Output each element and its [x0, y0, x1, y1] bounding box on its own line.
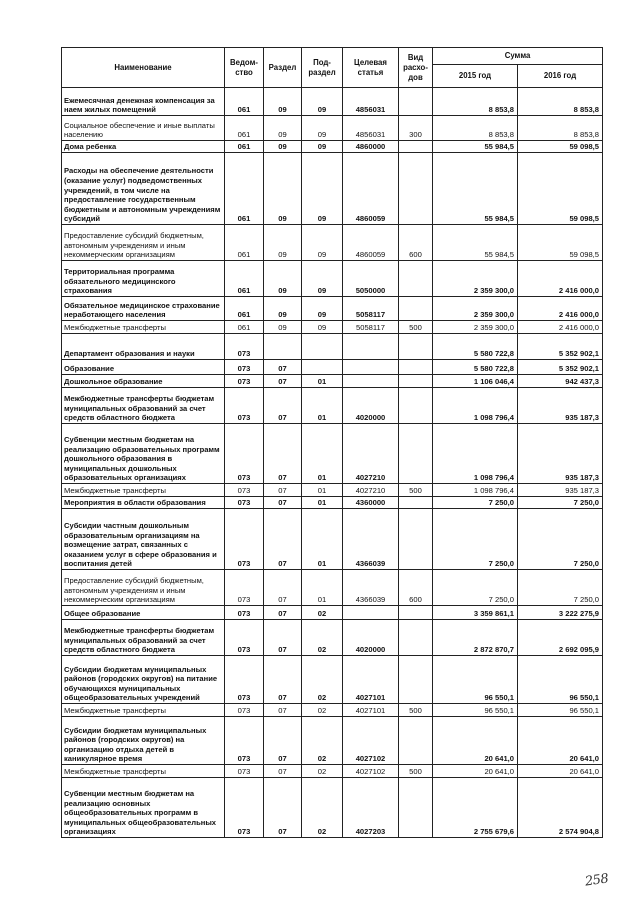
cell-podrazdel: 02 [302, 620, 343, 656]
cell-vid [399, 656, 433, 704]
cell-podrazdel: 02 [302, 656, 343, 704]
cell-sum-2015: 5 580 722,8 [433, 334, 518, 360]
cell-name: Социальное обеспечение и иные выплаты населению [62, 116, 225, 141]
cell-sum-2016: 3 222 275,9 [518, 606, 603, 620]
header-2015: 2015 год [433, 65, 518, 88]
cell-razdel: 07 [264, 484, 302, 497]
cell-name: Межбюджетные трансферты [62, 704, 225, 717]
cell-sum-2015: 2 872 870,7 [433, 620, 518, 656]
cell-name: Межбюджетные трансферты [62, 765, 225, 778]
cell-vedomstvo: 073 [225, 717, 264, 765]
cell-vedomstvo: 073 [225, 570, 264, 606]
header-podrazdel: Под-раздел [302, 48, 343, 88]
cell-vedomstvo: 061 [225, 297, 264, 321]
table-row [62, 778, 603, 838]
cell-name: Расходы на обеспечение деятельности (оказание услуг) подведомственных учреждений, в том числе на предоставление государственным бюджетным и автономным учреждениям субсидий [62, 153, 225, 225]
cell-target: 4020000 [343, 388, 399, 424]
cell-vid [399, 334, 433, 360]
cell-target: 4027210 [343, 484, 399, 497]
cell-target: 4856031 [343, 88, 399, 116]
cell-razdel: 07 [264, 570, 302, 606]
cell-sum-2015: 96 550,1 [433, 704, 518, 717]
cell-vid: 500 [399, 321, 433, 334]
cell-sum-2016: 96 550,1 [518, 656, 603, 704]
cell-sum-2016: 2 692 095,9 [518, 620, 603, 656]
cell-name: Предоставление субсидий бюджетным, автономным учреждениям и иным некоммерческим организациям [62, 570, 225, 606]
cell-sum-2015: 3 359 861,1 [433, 606, 518, 620]
cell-name: Межбюджетные трансферты [62, 321, 225, 334]
cell-target: 5058117 [343, 321, 399, 334]
cell-sum-2016: 96 550,1 [518, 704, 603, 717]
cell-razdel: 09 [264, 321, 302, 334]
cell-razdel: 09 [264, 116, 302, 141]
table-row [62, 360, 603, 375]
cell-vedomstvo: 061 [225, 116, 264, 141]
header-vid: Вид расхо-дов [399, 48, 433, 88]
cell-target: 4366039 [343, 570, 399, 606]
cell-sum-2016: 20 641,0 [518, 717, 603, 765]
cell-target: 4360000 [343, 497, 399, 509]
table-row [62, 606, 603, 620]
cell-target: 4856031 [343, 116, 399, 141]
cell-target: 4027102 [343, 717, 399, 765]
cell-vid [399, 606, 433, 620]
cell-vedomstvo: 073 [225, 424, 264, 484]
cell-vid [399, 509, 433, 570]
table-row [62, 717, 603, 765]
cell-vid: 600 [399, 225, 433, 261]
cell-sum-2015: 7 250,0 [433, 497, 518, 509]
table-header [62, 48, 603, 88]
cell-target: 4860059 [343, 225, 399, 261]
cell-podrazdel [302, 334, 343, 360]
cell-razdel: 09 [264, 261, 302, 297]
table-row [62, 375, 603, 388]
cell-name: Территориальная программа обязательного медицинского страхования [62, 261, 225, 297]
cell-vedomstvo: 061 [225, 225, 264, 261]
cell-razdel [264, 334, 302, 360]
cell-podrazdel: 02 [302, 778, 343, 838]
cell-vid [399, 388, 433, 424]
cell-sum-2015: 55 984,5 [433, 225, 518, 261]
budget-table [61, 47, 603, 838]
cell-name: Обязательное медицинское страхование неработающего населения [62, 297, 225, 321]
table-row [62, 656, 603, 704]
cell-vedomstvo: 061 [225, 141, 264, 153]
table-row [62, 321, 603, 334]
cell-razdel: 07 [264, 388, 302, 424]
cell-razdel: 09 [264, 225, 302, 261]
cell-razdel: 09 [264, 141, 302, 153]
cell-vedomstvo: 073 [225, 606, 264, 620]
cell-sum-2015: 5 580 722,8 [433, 360, 518, 375]
cell-vedomstvo: 073 [225, 778, 264, 838]
header-2016: 2016 год [518, 65, 603, 88]
cell-vid: 500 [399, 484, 433, 497]
cell-sum-2016: 942 437,3 [518, 375, 603, 388]
cell-sum-2016: 59 098,5 [518, 153, 603, 225]
cell-target: 4027102 [343, 765, 399, 778]
table-row [62, 620, 603, 656]
cell-razdel: 07 [264, 497, 302, 509]
cell-sum-2015: 8 853,8 [433, 88, 518, 116]
table-row [62, 225, 603, 261]
cell-vedomstvo: 073 [225, 334, 264, 360]
cell-vid [399, 360, 433, 375]
cell-name: Мероприятия в области образования [62, 497, 225, 509]
header-target: Целевая статья [343, 48, 399, 88]
table-row [62, 116, 603, 141]
table-row [62, 704, 603, 717]
cell-sum-2015: 2 755 679,6 [433, 778, 518, 838]
cell-podrazdel: 09 [302, 153, 343, 225]
cell-vid: 500 [399, 765, 433, 778]
cell-podrazdel: 02 [302, 704, 343, 717]
cell-sum-2016: 7 250,0 [518, 497, 603, 509]
cell-target [343, 375, 399, 388]
header-summa: Сумма [433, 48, 603, 65]
cell-sum-2016: 935 187,3 [518, 424, 603, 484]
cell-podrazdel [302, 360, 343, 375]
table-row [62, 141, 603, 153]
cell-vedomstvo: 073 [225, 497, 264, 509]
cell-sum-2015: 8 853,8 [433, 116, 518, 141]
cell-sum-2016: 2 416 000,0 [518, 321, 603, 334]
cell-podrazdel: 02 [302, 717, 343, 765]
cell-sum-2016: 5 352 902,1 [518, 334, 603, 360]
table-row [62, 509, 603, 570]
cell-razdel: 07 [264, 375, 302, 388]
cell-podrazdel: 09 [302, 141, 343, 153]
cell-name: Межбюджетные трансферты бюджетам муниципальных образований за счет средств областного бюджета [62, 620, 225, 656]
cell-sum-2015: 96 550,1 [433, 656, 518, 704]
cell-sum-2016: 7 250,0 [518, 509, 603, 570]
cell-target: 4020000 [343, 620, 399, 656]
cell-target: 4027210 [343, 424, 399, 484]
cell-sum-2015: 2 359 300,0 [433, 261, 518, 297]
table-row [62, 388, 603, 424]
cell-vid [399, 297, 433, 321]
table-row [62, 88, 603, 116]
cell-sum-2016: 8 853,8 [518, 88, 603, 116]
table-row [62, 497, 603, 509]
cell-sum-2015: 55 984,5 [433, 153, 518, 225]
cell-razdel: 07 [264, 509, 302, 570]
cell-sum-2016: 935 187,3 [518, 388, 603, 424]
cell-sum-2016: 5 352 902,1 [518, 360, 603, 375]
cell-name: Дошкольное образование [62, 375, 225, 388]
cell-sum-2016: 59 098,5 [518, 141, 603, 153]
cell-podrazdel: 01 [302, 497, 343, 509]
cell-name: Субсидии бюджетам муниципальных районов (городских округов) на питание обучающихся муниципальных общеобразовательных учреждений [62, 656, 225, 704]
cell-podrazdel: 09 [302, 116, 343, 141]
cell-vid [399, 620, 433, 656]
cell-name: Субвенции местным бюджетам на реализацию образовательных программ дошкольного образования в муниципальных дошкольных образовательных организациях [62, 424, 225, 484]
cell-name: Департамент образования и науки [62, 334, 225, 360]
cell-vedomstvo: 073 [225, 484, 264, 497]
cell-razdel: 07 [264, 778, 302, 838]
cell-vid: 500 [399, 704, 433, 717]
page-number: 258 [584, 871, 610, 890]
cell-sum-2016: 7 250,0 [518, 570, 603, 606]
cell-vedomstvo: 073 [225, 360, 264, 375]
cell-vedomstvo: 073 [225, 375, 264, 388]
table-row [62, 570, 603, 606]
cell-target: 4027101 [343, 656, 399, 704]
cell-podrazdel: 09 [302, 225, 343, 261]
cell-sum-2015: 2 359 300,0 [433, 321, 518, 334]
cell-vedomstvo: 073 [225, 656, 264, 704]
cell-name: Ежемесячная денежная компенсация за наем жилых помещений [62, 88, 225, 116]
cell-podrazdel: 09 [302, 261, 343, 297]
cell-vid [399, 88, 433, 116]
cell-vedomstvo: 061 [225, 88, 264, 116]
cell-name: Субсидии частным дошкольным образовательным организациям на возмещение затрат, связанных с оказанием услуг в сфере образования и воспитания детей [62, 509, 225, 570]
cell-vid [399, 778, 433, 838]
cell-target: 5050000 [343, 261, 399, 297]
table-row [62, 484, 603, 497]
cell-sum-2015: 1 098 796,4 [433, 484, 518, 497]
cell-sum-2015: 7 250,0 [433, 570, 518, 606]
table-row [62, 261, 603, 297]
cell-podrazdel: 01 [302, 375, 343, 388]
cell-podrazdel: 09 [302, 321, 343, 334]
cell-razdel: 07 [264, 620, 302, 656]
header-vedomstvo: Ведом-ство [225, 48, 264, 88]
cell-sum-2016: 2 574 904,8 [518, 778, 603, 838]
cell-sum-2016: 2 416 000,0 [518, 297, 603, 321]
cell-podrazdel: 01 [302, 424, 343, 484]
table-row [62, 297, 603, 321]
header-name: Наименование [62, 48, 225, 88]
cell-razdel: 07 [264, 606, 302, 620]
cell-podrazdel: 01 [302, 388, 343, 424]
cell-vid [399, 424, 433, 484]
cell-vedomstvo: 073 [225, 388, 264, 424]
cell-razdel: 09 [264, 153, 302, 225]
cell-vedomstvo: 061 [225, 321, 264, 334]
cell-podrazdel: 01 [302, 484, 343, 497]
table-row [62, 424, 603, 484]
table-row [62, 153, 603, 225]
cell-target: 4366039 [343, 509, 399, 570]
cell-razdel: 09 [264, 88, 302, 116]
cell-razdel: 07 [264, 765, 302, 778]
cell-vid: 600 [399, 570, 433, 606]
cell-name: Субсидии бюджетам муниципальных районов (городских округов) на организацию отдыха детей в каникулярное время [62, 717, 225, 765]
cell-vedomstvo: 073 [225, 620, 264, 656]
table-row [62, 765, 603, 778]
cell-target [343, 334, 399, 360]
cell-sum-2015: 1 098 796,4 [433, 388, 518, 424]
cell-name: Общее образование [62, 606, 225, 620]
cell-name: Межбюджетные трансферты бюджетам муниципальных образований за счет средств областного бюджета [62, 388, 225, 424]
cell-vedomstvo: 061 [225, 153, 264, 225]
cell-podrazdel: 09 [302, 297, 343, 321]
cell-vid [399, 717, 433, 765]
cell-razdel: 07 [264, 717, 302, 765]
cell-sum-2015: 1 098 796,4 [433, 424, 518, 484]
cell-vedomstvo: 073 [225, 509, 264, 570]
cell-name: Межбюджетные трансферты [62, 484, 225, 497]
cell-sum-2015: 20 641,0 [433, 765, 518, 778]
cell-razdel: 09 [264, 297, 302, 321]
cell-vedomstvo: 073 [225, 704, 264, 717]
cell-sum-2015: 55 984,5 [433, 141, 518, 153]
cell-vedomstvo: 061 [225, 261, 264, 297]
cell-target: 4027101 [343, 704, 399, 717]
cell-sum-2015: 2 359 300,0 [433, 297, 518, 321]
cell-target [343, 606, 399, 620]
cell-podrazdel: 01 [302, 509, 343, 570]
cell-name: Дома ребенка [62, 141, 225, 153]
cell-sum-2016: 20 641,0 [518, 765, 603, 778]
cell-name: Субвенции местным бюджетам на реализацию основных общеобразовательных программ в муниципальных общеобразовательных организациях [62, 778, 225, 838]
cell-vid: 300 [399, 116, 433, 141]
cell-razdel: 07 [264, 656, 302, 704]
cell-razdel: 07 [264, 424, 302, 484]
cell-target: 5058117 [343, 297, 399, 321]
cell-sum-2016: 8 853,8 [518, 116, 603, 141]
cell-sum-2015: 7 250,0 [433, 509, 518, 570]
cell-podrazdel: 09 [302, 88, 343, 116]
cell-vedomstvo: 073 [225, 765, 264, 778]
cell-sum-2016: 59 098,5 [518, 225, 603, 261]
cell-target: 4860000 [343, 141, 399, 153]
cell-sum-2015: 20 641,0 [433, 717, 518, 765]
cell-razdel: 07 [264, 704, 302, 717]
cell-target [343, 360, 399, 375]
cell-sum-2016: 2 416 000,0 [518, 261, 603, 297]
cell-razdel: 07 [264, 360, 302, 375]
cell-sum-2016: 935 187,3 [518, 484, 603, 497]
cell-podrazdel: 02 [302, 606, 343, 620]
header-razdel: Раздел [264, 48, 302, 88]
table-row [62, 334, 603, 360]
cell-name: Предоставление субсидий бюджетным, автономным учреждениям и иным некоммерческим организациям [62, 225, 225, 261]
cell-vid [399, 153, 433, 225]
cell-sum-2015: 1 106 046,4 [433, 375, 518, 388]
cell-target: 4027203 [343, 778, 399, 838]
table-body [62, 88, 603, 838]
cell-vid [399, 261, 433, 297]
cell-vid [399, 375, 433, 388]
cell-target: 4860059 [343, 153, 399, 225]
cell-name: Образование [62, 360, 225, 375]
cell-vid [399, 141, 433, 153]
cell-vid [399, 497, 433, 509]
cell-podrazdel: 01 [302, 570, 343, 606]
cell-podrazdel: 02 [302, 765, 343, 778]
